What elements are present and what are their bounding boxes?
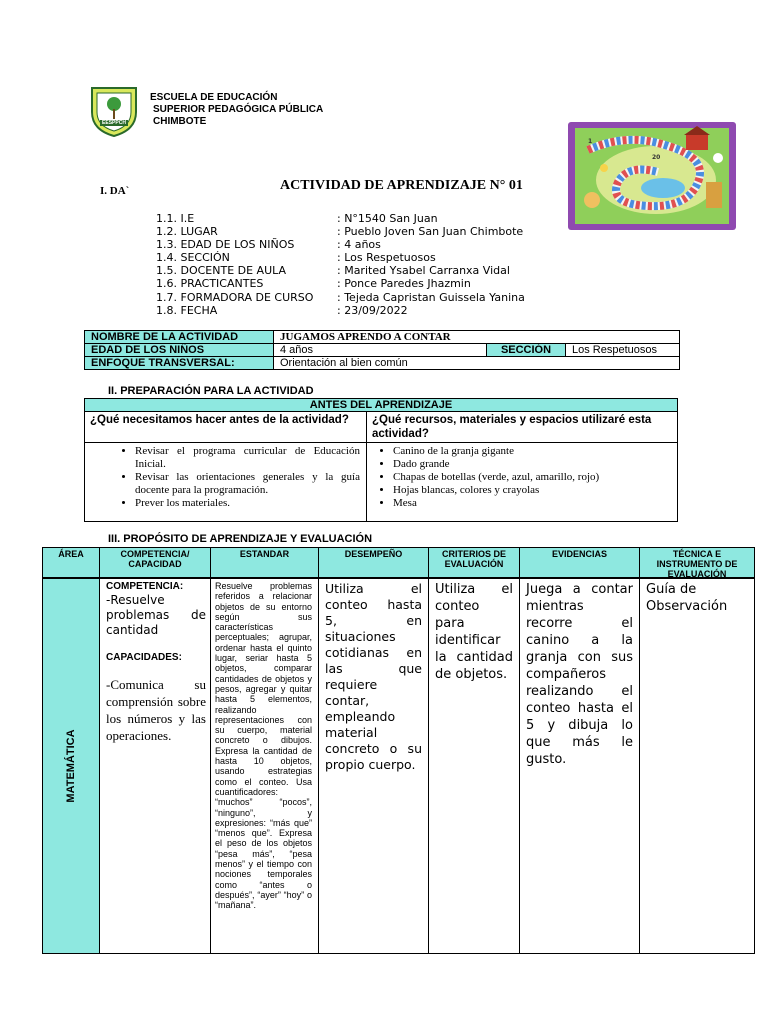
estandar-cell: Resuelve problemas referidos a relacionar objetos de su entorno según sus características perceptuales; agrupar, ordenar hasta el quinto lugar, seriar hasta 5 objetos, comparar cantidades de objetos y pesos, agregar y quitar hasta 5 elementos, realizando representaciones con su cuerpo, material concreto o dibujos. Expresa la cantidad de hasta 10 objetos, usando estrategias como el conteo. Usa cuantificadores: “muchos” “pocos”, “ninguno”, y expresiones: “más que” “menos que”. Expresa el peso de los objetos “pesa más”, “pesa menos” y el tiempo con nociones temporales como “antes o después”, “ayer” “hoy” o “mañana”. [210, 578, 319, 954]
data-value: : Tejeda Capristan Guissela Yanina [337, 291, 525, 304]
activity-focus-label: ENFOQUE TRANSVERSAL: [85, 357, 274, 370]
area-cell [42, 578, 100, 954]
list-item: • Prever los materiales. [135, 497, 366, 510]
section-1-heading: I. DA` [100, 185, 130, 197]
activity-name-label: NOMBRE DE LA ACTIVIDAD [85, 331, 274, 344]
list-item: • Mesa [393, 497, 677, 510]
list-item: • Chapas de botellas (verde, azul, amarillo, rojo) [393, 471, 677, 484]
data-label: 1.4. SECCIÓN [156, 251, 230, 264]
tecnica-cell: Guía de Observación [639, 578, 755, 954]
institution-line-1: ESCUELA DE EDUCACIÓN [150, 92, 278, 103]
list-item: • Revisar las orientaciones generales y la guía docente para la programación. [135, 471, 366, 497]
section-3-heading: III. PROPÓSITO DE APRENDIZAJE Y EVALUACIÓN [108, 533, 373, 545]
evidencias-cell: Juega a contar mientras recorre el canino a la granja con sus compañeros realizando el conteo hasta el 5 y dibuja lo que más le gusto. [519, 578, 640, 954]
data-label: 1.5. DOCENTE DE AULA [156, 264, 287, 277]
preparation-table [84, 398, 678, 522]
column-header-competencia: COMPETENCIA/ CAPACIDAD [99, 547, 211, 578]
activity-name-value: JUGAMOS APRENDO A CONTAR [274, 331, 680, 344]
activity-section-value: Los Respetuosos [566, 344, 680, 357]
preparation-right-column [366, 411, 678, 522]
data-value: : Marited Ysabel Carranxa Vidal [337, 264, 510, 277]
data-value: : 23/09/2022 [337, 304, 408, 317]
competencia-text: -Resuelve problemas de cantidad [106, 593, 206, 637]
data-value: : 4 años [337, 238, 381, 251]
logo-text: EESPPCH [102, 120, 126, 126]
preparation-right-list [367, 445, 677, 510]
column-header-evidencias: EVIDENCIAS [519, 547, 640, 578]
capacidades-label: CAPACIDADES: [106, 652, 182, 663]
game-board-image [568, 122, 736, 230]
area-label: MATEMÁTICA [65, 729, 77, 803]
data-value: : Ponce Paredes Jhazmin [337, 277, 471, 290]
data-value: : Los Respetuosos [337, 251, 436, 264]
data-label: 1.3. EDAD DE LOS NIÑOS [156, 238, 295, 251]
list-item: • Canino de la granja gigante [393, 445, 677, 458]
column-header-area: ÁREA [42, 547, 100, 578]
purpose-table [42, 547, 755, 954]
data-label: 1.8. FECHA [156, 304, 218, 317]
preparation-question-2: ¿Qué recursos, materiales y espacios utilizaré esta actividad? [367, 412, 677, 443]
list-item: • Hojas blancas, colores y crayolas [393, 484, 677, 497]
data-label: 1.6. PRACTICANTES [156, 277, 264, 290]
column-header-criterios: CRITERIOS DE EVALUACIÓN [428, 547, 520, 578]
preparation-left-list [85, 445, 366, 510]
board-start-number: 1 [588, 138, 593, 145]
institution-line-3: CHIMBOTE [153, 116, 207, 127]
school-logo [86, 82, 142, 138]
data-label: 1.7. FORMADORA DE CURSO [156, 291, 314, 304]
data-label: 1.1. I.E [156, 212, 195, 225]
list-item: • Revisar el programa curricular de Educación Inicial. [135, 445, 366, 471]
activity-table [84, 330, 680, 370]
activity-age-label: EDAD DE LOS NIÑOS [85, 344, 274, 357]
criterios-cell: Utiliza el conteo para identificar la cantidad de objetos. [428, 578, 520, 954]
activity-age-value: 4 años [274, 344, 487, 357]
competencia-label: COMPETENCIA: [106, 581, 184, 592]
preparation-question-1: ¿Qué necesitamos hacer antes de la actividad? [85, 412, 366, 443]
list-item: • Dado grande [393, 458, 677, 471]
section-2-heading: II. PREPARACIÓN PARA LA ACTIVIDAD [108, 385, 314, 397]
preparation-left-column [84, 411, 367, 522]
board-finish-number: 20 [652, 154, 661, 161]
page-title: ACTIVIDAD DE APRENDIZAJE N° 01 [280, 178, 523, 193]
column-header-desempeno: DESEMPEÑO [318, 547, 429, 578]
column-header-tecnica: TÉCNICA E INSTRUMENTO DE EVALUACIÓN [639, 547, 755, 578]
activity-focus-value: Orientación al bien común [274, 357, 680, 370]
data-value: : Pueblo Joven San Juan Chimbote [337, 225, 524, 238]
activity-section-label: SECCIÓN [487, 344, 566, 357]
column-header-estandar: ESTANDAR [210, 547, 319, 578]
institution-line-2: SUPERIOR PEDAGÓGICA PÚBLICA [153, 104, 324, 115]
desempeno-cell: Utiliza el conteo hasta 5, en situaciones cotidianas en las que requiere contar, empleando material concreto o su propio cuerpo. [318, 578, 429, 954]
preparation-subheading: ANTES DEL APRENDIZAJE [84, 398, 678, 412]
data-label: 1.2. LUGAR [156, 225, 218, 238]
data-value: : N°1540 San Juan [337, 212, 438, 225]
capacidades-text: -Comunica su comprensión sobre los números y las operaciones. [106, 677, 206, 743]
competencia-cell [99, 578, 211, 954]
